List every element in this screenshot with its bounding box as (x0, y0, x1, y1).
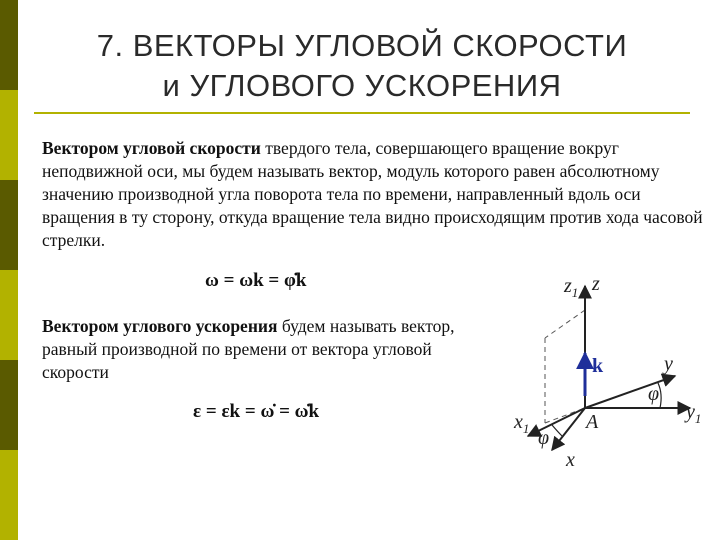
page-title (24, 26, 700, 106)
title-divider (34, 112, 690, 114)
sidebar-segment (0, 360, 18, 450)
rotating-plane-outline (545, 310, 585, 423)
sidebar-segment (0, 450, 18, 540)
angular-velocity-term: Вектором угловой скорости (42, 138, 261, 158)
angular-acceleration-term: Вектором углового ускорения (42, 316, 278, 336)
point-a-label: A (586, 411, 599, 433)
x1-axis (528, 408, 585, 436)
angular-velocity-text: твердого тела, совершающего вращение вокруг неподвижной оси, мы будем называть вектор, модуль которого равен абсолютному значению производной угла поворота тела по времени, направленный вдоль оси вращения в ту сторону, откуда вращение тела видно происходящим против хода часовой стрелки. (42, 138, 703, 250)
x1-label: $x_1$ (514, 411, 530, 436)
rotation-axes-diagram (500, 268, 715, 478)
angular-velocity-definition (42, 137, 714, 252)
y-axis (585, 376, 675, 408)
y-label: y (664, 353, 673, 375)
phi-arc-bottom (552, 425, 562, 436)
sidebar-segment (0, 180, 18, 270)
k-label: k (592, 355, 604, 377)
y1-label: $y_1$ (686, 401, 702, 426)
x-axis (552, 408, 585, 450)
x-label: x (566, 449, 575, 471)
z-label: z (592, 273, 600, 295)
angular-acceleration-definition (42, 315, 492, 384)
title-line-1: 7. ВЕКТОРЫ УГЛОВОЙ СКОРОСТИ (96, 28, 628, 63)
angular-acceleration-formula: ε = εk = ω̇ = ω̇k (193, 401, 320, 422)
sidebar-segment (0, 90, 18, 180)
phi-label-bottom: φ (538, 427, 550, 449)
angular-velocity-formula: ω = ωk = φ̇k (205, 270, 307, 291)
title-line-2: и УГЛОВОГО УСКОРЕНИЯ (162, 68, 562, 103)
angular-acceleration-text: будем называть вектор, равный производной по времени от вектора угловой скорости (42, 316, 455, 382)
sidebar-decoration (0, 0, 18, 540)
z1-label: $z_1$ (564, 275, 579, 300)
sidebar-segment (0, 0, 18, 90)
phi-label-right: φ (648, 383, 660, 405)
sidebar-segment (0, 270, 18, 360)
